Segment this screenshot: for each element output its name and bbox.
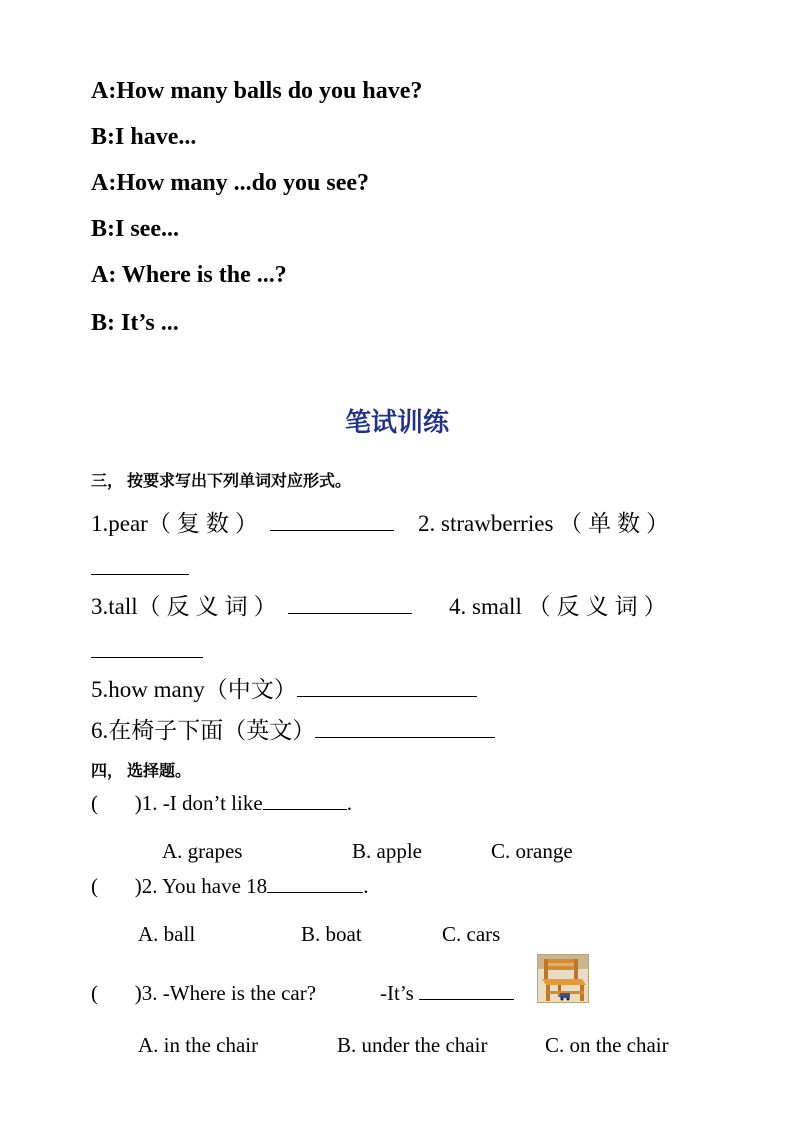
item-5-blank[interactable]	[297, 674, 477, 697]
question-3-stem: 3. -Where is the car?	[141, 981, 317, 1005]
item-4-word: small	[472, 594, 522, 619]
question-2-blank[interactable]	[267, 874, 363, 893]
question-2-paren[interactable]: ( )	[91, 874, 142, 898]
q2-option-b[interactable]: B. boat	[301, 922, 362, 946]
dialogue-line-3: A:How many ...do you see?	[91, 170, 370, 196]
dialogue-line-2: B:I have...	[91, 124, 197, 150]
q1-option-a[interactable]: A. grapes	[162, 839, 243, 863]
item-6	[91, 712, 495, 745]
item-5	[91, 671, 477, 704]
item-2-hint: （单数）	[559, 511, 676, 536]
item-4	[449, 588, 673, 621]
item-5-hint: （中文）	[204, 677, 297, 702]
dialogue-line-1: A:How many balls do you have?	[91, 78, 423, 104]
item-3-hint: （反义词）	[137, 594, 283, 619]
item-2-blank[interactable]	[91, 552, 189, 575]
question-1	[91, 791, 352, 816]
question-1-stem: 1. -I don’t like	[141, 791, 263, 815]
question-3-answer	[380, 981, 514, 1006]
dialogue-line-6: B: It’s ...	[91, 310, 179, 336]
q2-option-c[interactable]: C. cars	[442, 922, 501, 946]
item-3-num: 3.	[91, 594, 109, 619]
item-5-word: how many	[108, 677, 205, 702]
item-1-hint: （复数）	[147, 511, 264, 536]
item-4-blank[interactable]	[91, 635, 203, 658]
question-1-paren[interactable]: ( )	[91, 791, 142, 815]
question-2-tail: .	[363, 874, 369, 898]
dialogue-line-5: A: Where is the ...?	[91, 262, 287, 288]
question-1-blank[interactable]	[263, 791, 347, 810]
question-1-tail: .	[346, 791, 352, 815]
item-2-num: 2.	[418, 511, 436, 536]
item-4-hint: （反义词）	[527, 594, 673, 619]
part3-heading: 三， 按要求写出下列单词对应形式。	[91, 473, 352, 490]
item-1-blank[interactable]	[270, 508, 394, 531]
section-title: 笔试训练	[344, 408, 449, 438]
part4-heading: 四， 选择题。	[91, 763, 192, 780]
car-icon	[560, 993, 570, 998]
q1-option-c[interactable]: C. orange	[491, 839, 573, 863]
question-3-paren[interactable]: ( )	[91, 981, 142, 1005]
question-2-stem: 2. You have 18	[141, 874, 268, 898]
q3-option-c[interactable]: C. on the chair	[545, 1033, 669, 1057]
q1-option-b[interactable]: B. apple	[352, 839, 422, 863]
question-3-blank[interactable]	[419, 981, 514, 1000]
chair-car-picture	[537, 954, 589, 1003]
q3-option-a[interactable]: A. in the chair	[138, 1033, 259, 1057]
item-6-word: 在椅子下面	[108, 718, 224, 743]
item-3-word: tall	[108, 594, 138, 619]
question-3	[91, 981, 316, 1006]
item-4-num: 4.	[449, 594, 467, 619]
item-3-blank[interactable]	[288, 591, 412, 614]
chair-icon	[538, 955, 588, 1002]
item-5-num: 5.	[91, 677, 109, 702]
item-1-num: 1.	[91, 511, 109, 536]
item-6-blank[interactable]	[315, 715, 495, 738]
item-3	[91, 588, 412, 621]
item-1-word: pear	[108, 511, 148, 536]
dialogue-line-4: B:I see...	[91, 216, 179, 242]
question-3-stem2: -It’s	[380, 981, 414, 1005]
q3-option-b[interactable]: B. under the chair	[337, 1033, 488, 1057]
question-2	[91, 874, 368, 899]
item-1	[91, 505, 394, 538]
item-6-num: 6.	[91, 718, 109, 743]
item-6-hint: （英文）	[223, 718, 316, 743]
item-2-word: strawberries	[441, 511, 554, 536]
item-2	[418, 505, 675, 538]
q2-option-a[interactable]: A. ball	[138, 922, 196, 946]
